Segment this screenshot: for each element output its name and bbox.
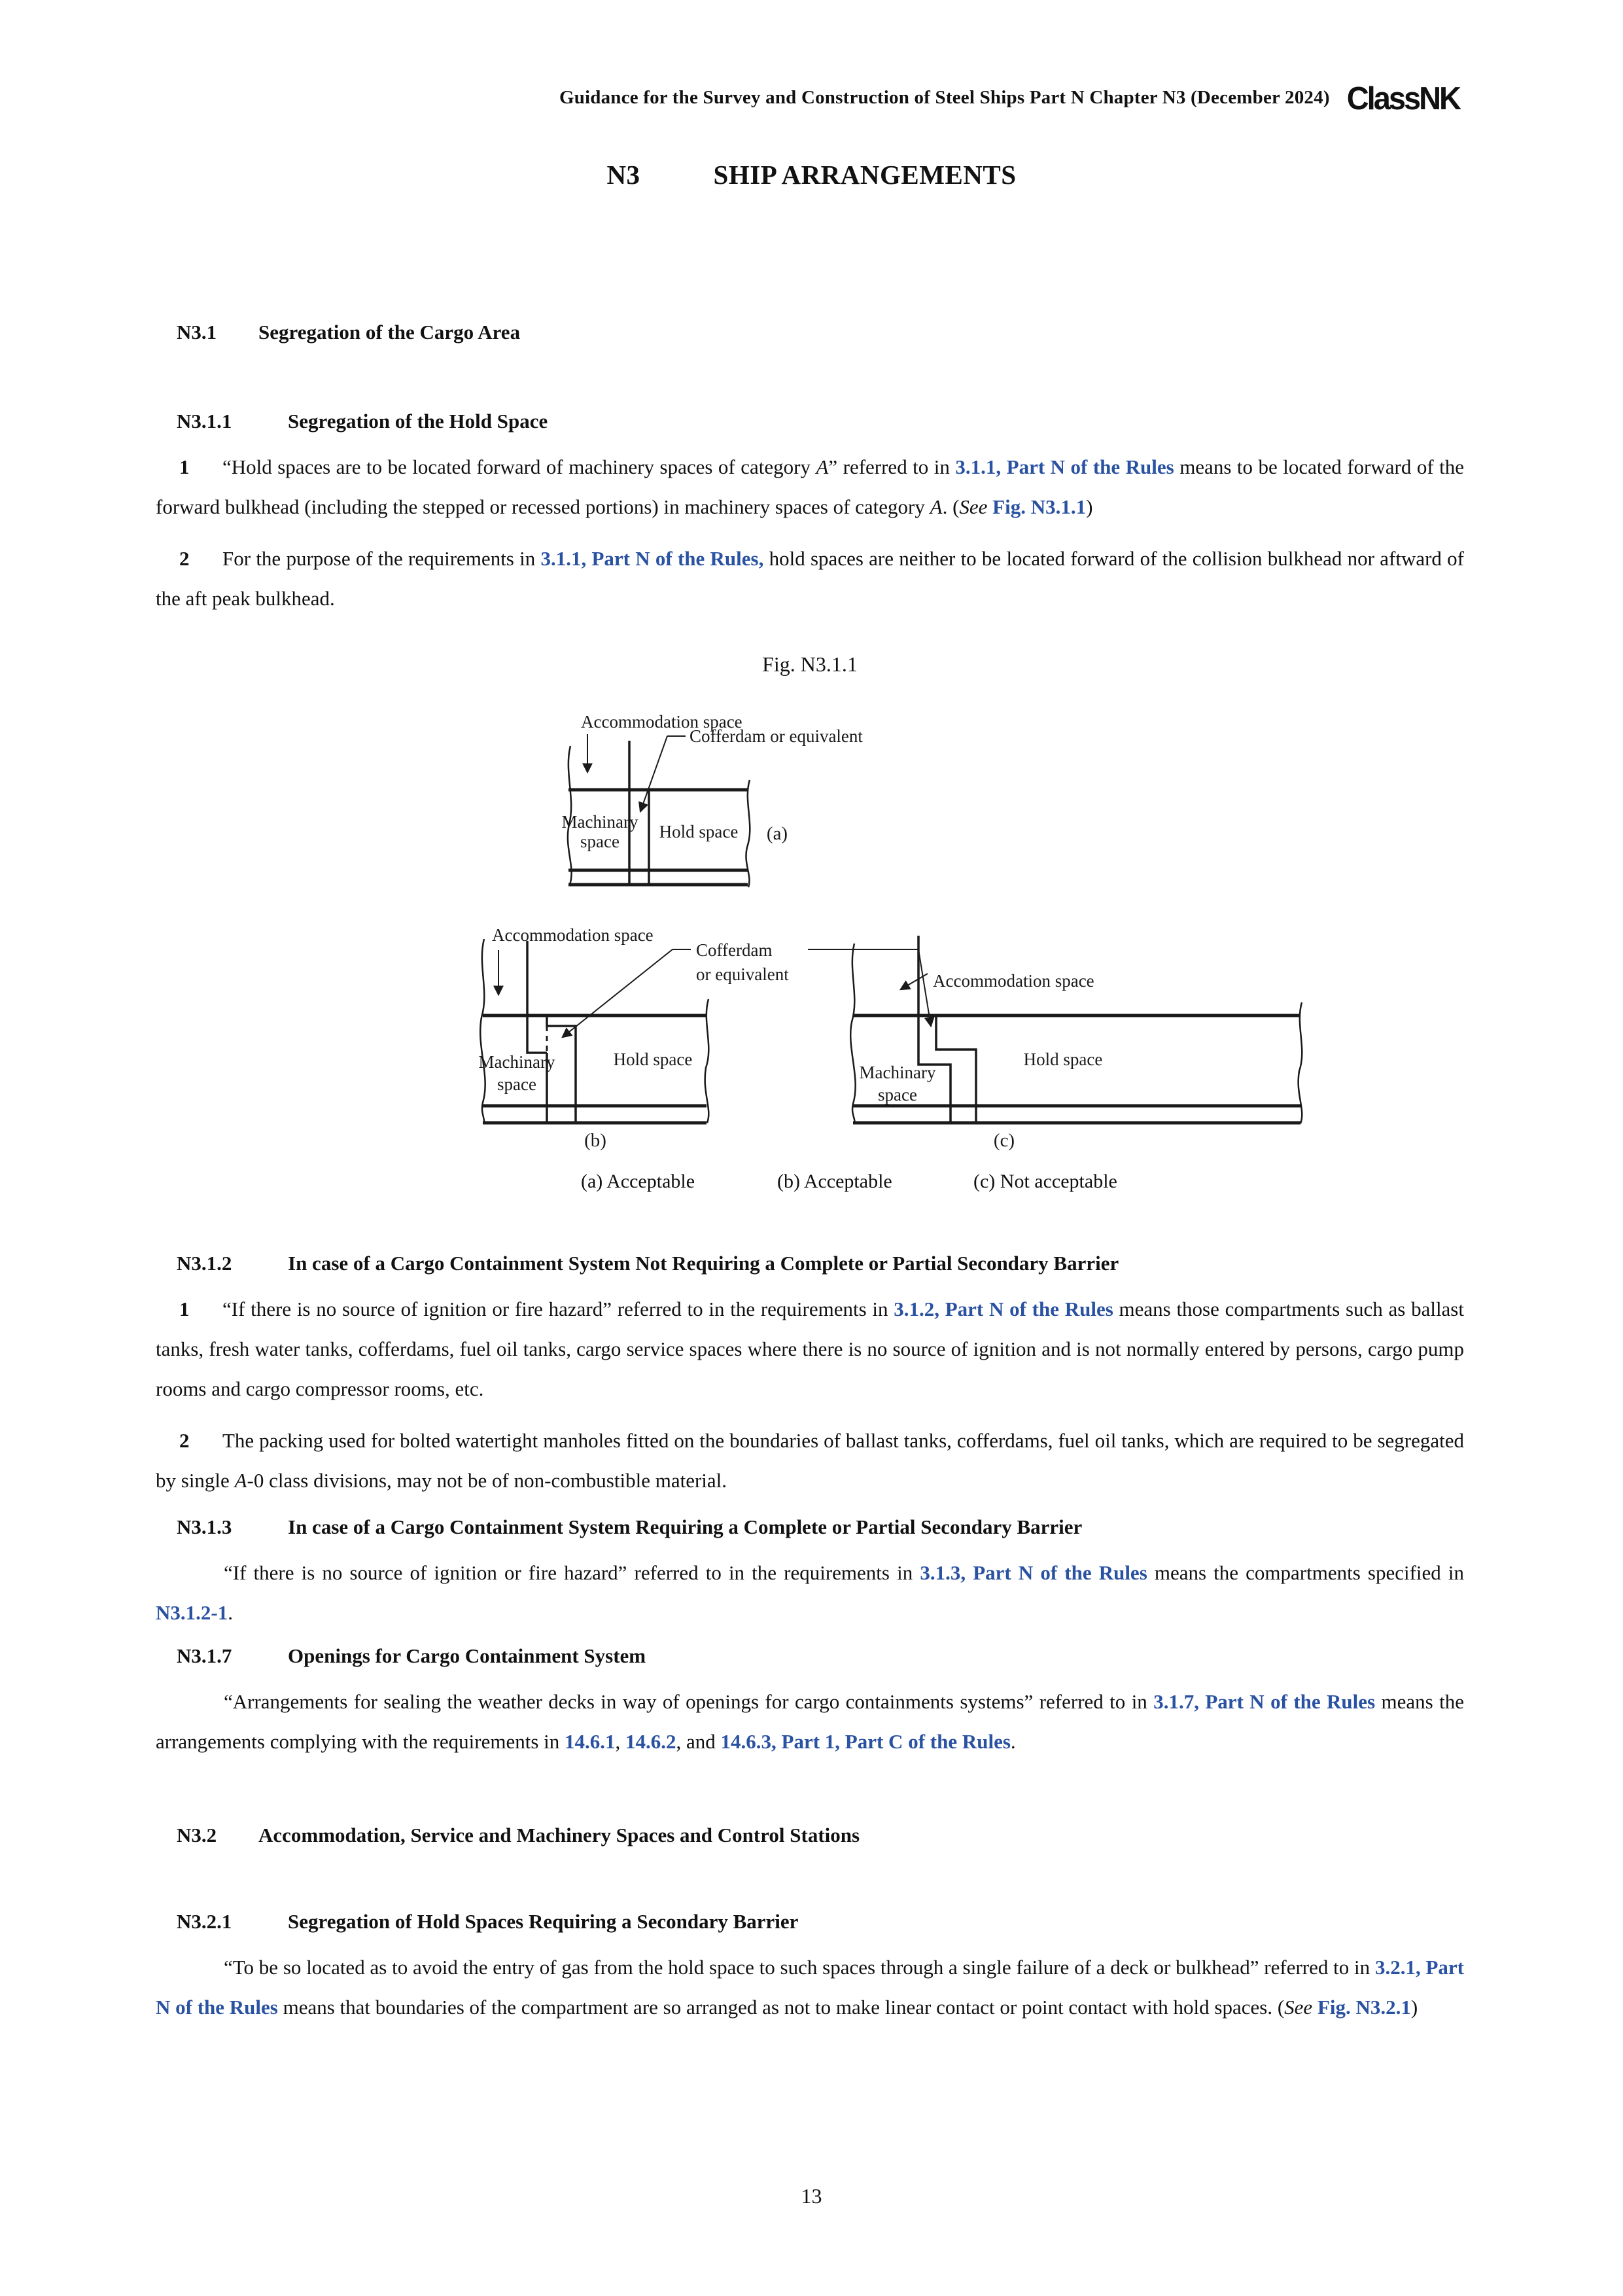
paragraph-text	[156, 1561, 1464, 1624]
section-heading-n317	[177, 1642, 1464, 1670]
text-segment: “To be so located as to avoid the entry of gas from the hold space to such spaces through a single failure of a deck or bulkhead” referred to in	[224, 1956, 1375, 1979]
diagram-tag-c: (c)	[993, 1130, 1015, 1151]
section-number: N3.1.2	[177, 1252, 232, 1275]
section-heading-n312	[177, 1250, 1464, 1277]
text-segment: See	[1284, 1996, 1313, 2019]
classnk-logo: ClassNK	[1346, 79, 1459, 116]
rule-reference-link[interactable]: 3.1.1, Part N of the Rules,	[540, 547, 764, 570]
hull-break-edge	[850, 944, 855, 1124]
rule-reference-link[interactable]: 3.1.7, Part N	[1153, 1690, 1265, 1713]
section-title: In case of a Cargo Containment System Requiring a Complete or Partial Secondary Barrier	[288, 1515, 1083, 1538]
rule-reference-link[interactable]: 14.6.3, Part 1, Part C of the Rules	[720, 1730, 1011, 1753]
chapter-number: N3	[606, 160, 640, 190]
section-heading-n32	[177, 1822, 1464, 1849]
text-segment: “If there is no source of ignition or fire hazard” referred to in the requirements in	[222, 1298, 894, 1320]
paragraph-n311-1	[156, 447, 1464, 527]
section-title: In case of a Cargo Containment System Not Requiring a Complete or Partial Secondary Barrier	[288, 1252, 1119, 1275]
paragraph-n311-2	[156, 539, 1464, 618]
hold-space-label: Hold space	[1023, 1050, 1103, 1069]
text-segment: For the purpose of the requirements in	[222, 547, 541, 570]
verdict-c: (c) Not acceptable	[973, 1171, 1117, 1192]
machinery-space-label: Machinary	[561, 812, 638, 832]
diagram-b	[480, 939, 708, 1124]
text-segment: )	[1086, 495, 1093, 518]
section-number: N3.1.7	[177, 1644, 232, 1667]
diagram-a	[568, 734, 750, 887]
text-segment: ” referred to in	[828, 455, 956, 478]
figure-verdicts	[156, 1169, 1464, 1199]
diagram-b-labels	[479, 925, 790, 1151]
rule-reference-link[interactable]: 3.1.2, Part N of the Rules	[894, 1298, 1113, 1320]
text-segment: “Arrangements for sealing the weather decks in way of openings for cargo containments systems” referred to in	[224, 1690, 1154, 1713]
text-segment: .	[1010, 1730, 1016, 1753]
section-title: Accommodation, Service and Machinery Spaces and Control Stations	[258, 1824, 860, 1846]
accommodation-space-label: Accommodation space	[492, 925, 654, 945]
text-segment: , and	[676, 1730, 721, 1753]
section-title: Openings for Cargo Containment System	[288, 1644, 646, 1667]
page-number: 13	[801, 2184, 822, 2208]
text-segment: A	[234, 1469, 247, 1492]
section-number: N3.1.1	[177, 410, 232, 433]
accommodation-bulkhead-line	[527, 941, 547, 1053]
paragraph-text	[156, 455, 1464, 518]
section-heading-n311	[177, 408, 1464, 435]
section-title: Segregation of the Hold Space	[288, 410, 548, 433]
text-segment: ,	[615, 1730, 625, 1753]
text-segment	[987, 495, 992, 518]
verdict-a: (a) Acceptable	[581, 1171, 695, 1192]
paragraph-text	[156, 1690, 1464, 1753]
page-header	[0, 79, 1623, 116]
rule-reference-link[interactable]: 14.6.2	[625, 1730, 676, 1753]
page-content	[0, 319, 1623, 2027]
text-segment: “Hold spaces are to be located forward of machinery spaces of category	[222, 455, 816, 478]
cofferdam-label: Cofferdam	[696, 940, 773, 960]
section-title: Segregation of the Cargo Area	[258, 321, 521, 344]
accommodation-space-label: Accommodation space	[581, 712, 742, 732]
rule-reference-link[interactable]: N3.1.2-1	[156, 1601, 228, 1624]
verdict-b: (b) Acceptable	[777, 1171, 892, 1192]
machinery-space-label: space	[878, 1085, 917, 1104]
section-heading-n31	[177, 319, 1464, 346]
section-heading-n313	[177, 1513, 1464, 1541]
rule-reference-link[interactable]: of the Rules	[1270, 1690, 1376, 1713]
section-number: N3.2.1	[177, 1910, 232, 1933]
text-segment: .	[228, 1601, 233, 1624]
machinery-space-label: space	[497, 1074, 536, 1094]
paragraph-n312-1	[156, 1289, 1464, 1409]
paragraph-text	[156, 1956, 1464, 2019]
text-segment: means those compartments such as ballast tanks, fresh water tanks, cofferdams, fuel oil tanks, cargo service spaces where there is no source of ignition and is not normally entered by persons, cargo pump rooms and cargo compressor rooms, etc.	[156, 1298, 1464, 1400]
paragraph-text	[156, 547, 1464, 610]
text-segment: means the compartments specified in	[1147, 1561, 1465, 1584]
paragraph-number: 1	[179, 1298, 190, 1320]
text-segment: -0 class divisions, may not be of non-combustible material.	[247, 1469, 727, 1492]
text-segment: means that boundaries of the compartment are so arranged as not to make linear contact or point contact with hold spaces. (	[277, 1996, 1285, 2019]
section-number: N3.2	[177, 1824, 217, 1846]
text-segment: The packing used for bolted watertight manholes fitted on the boundaries of ballast tanks, cofferdams, fuel oil tanks, which are required to be segregated by single	[156, 1429, 1464, 1492]
rule-reference-link[interactable]: Fig. N3.2.1	[1317, 1996, 1411, 2019]
hold-space-label: Hold space	[613, 1050, 693, 1069]
text-segment: means the arrangements complying with the requirements in	[156, 1690, 1465, 1753]
text-segment: A	[816, 455, 829, 478]
text-segment: hold spaces are neither to be located forward of the collision bulkhead nor aftward of the aft peak bulkhead.	[156, 547, 1464, 610]
section-number: N3.1	[177, 321, 217, 344]
chapter-title-text: SHIP ARRANGEMENTS	[713, 160, 1017, 190]
figure-caption: Fig. N3.1.1	[762, 652, 858, 676]
text-segment: A	[930, 495, 943, 518]
rule-reference-link[interactable]: 3.2.1, Part N of the Rules	[156, 1956, 1464, 2019]
paragraph-number: 2	[179, 1429, 190, 1452]
paragraph-n313-1	[156, 1553, 1464, 1633]
figure-n311-diagram	[379, 707, 1374, 1158]
paragraph-n317-1	[156, 1682, 1464, 1761]
section-number: N3.1.3	[177, 1515, 232, 1538]
machinery-space-label: Machinary	[859, 1063, 936, 1082]
accommodation-bulkhead-line	[918, 936, 951, 1123]
hold-space-label: Hold space	[659, 822, 739, 841]
rule-reference-link[interactable]: 3.1.1, Part N of the Rules	[955, 455, 1174, 478]
cofferdam-leader-arrow	[563, 949, 672, 1037]
rule-reference-link[interactable]: 14.6.1	[565, 1730, 616, 1753]
paragraph-number: 2	[179, 547, 190, 570]
paragraph-n321-1	[156, 1947, 1464, 2027]
chapter-title	[0, 159, 1623, 190]
section-title: Segregation of Hold Spaces Requiring a Secondary Barrier	[288, 1910, 799, 1933]
diagram-tag-a: (a)	[766, 823, 788, 844]
hull-break-edge	[480, 939, 485, 1124]
paragraph-text	[156, 1298, 1464, 1400]
text-segment: . (	[942, 495, 960, 518]
machinery-space-label: Machinary	[478, 1052, 555, 1072]
accommodation-space-label: Accommodation space	[933, 971, 1094, 991]
text-segment: means to be located forward of the forward bulkhead (including the stepped or recessed portions) in machinery spaces of category	[156, 455, 1464, 518]
text-segment: “If there is no source of ignition or fire hazard” referred to in the requirements in	[224, 1561, 920, 1584]
paragraph-number: 1	[179, 455, 190, 478]
section-heading-n321	[177, 1908, 1464, 1935]
rule-reference-link[interactable]: 3.1.3, Part N of the Rules	[920, 1561, 1147, 1584]
rule-reference-link[interactable]: Fig. N3.1.1	[992, 495, 1087, 518]
paragraph-n312-2	[156, 1421, 1464, 1500]
cofferdam-leader-arrow	[640, 736, 667, 811]
text-segment	[1265, 1690, 1270, 1713]
document-title: Guidance for the Survey and Construction of Steel Ships Part N Chapter N3 (December 2024)	[559, 87, 1330, 108]
cofferdam-label: or equivalent	[696, 964, 789, 984]
paragraph-text	[156, 1429, 1464, 1492]
text-segment	[1312, 1996, 1318, 2019]
text-segment: )	[1410, 1996, 1418, 2019]
machinery-space-label: space	[580, 832, 620, 851]
cofferdam-label: Cofferdam or equivalent	[689, 726, 863, 746]
text-segment: See	[959, 495, 988, 518]
diagram-a-labels	[562, 712, 864, 851]
diagram-tag-b: (b)	[584, 1130, 606, 1151]
